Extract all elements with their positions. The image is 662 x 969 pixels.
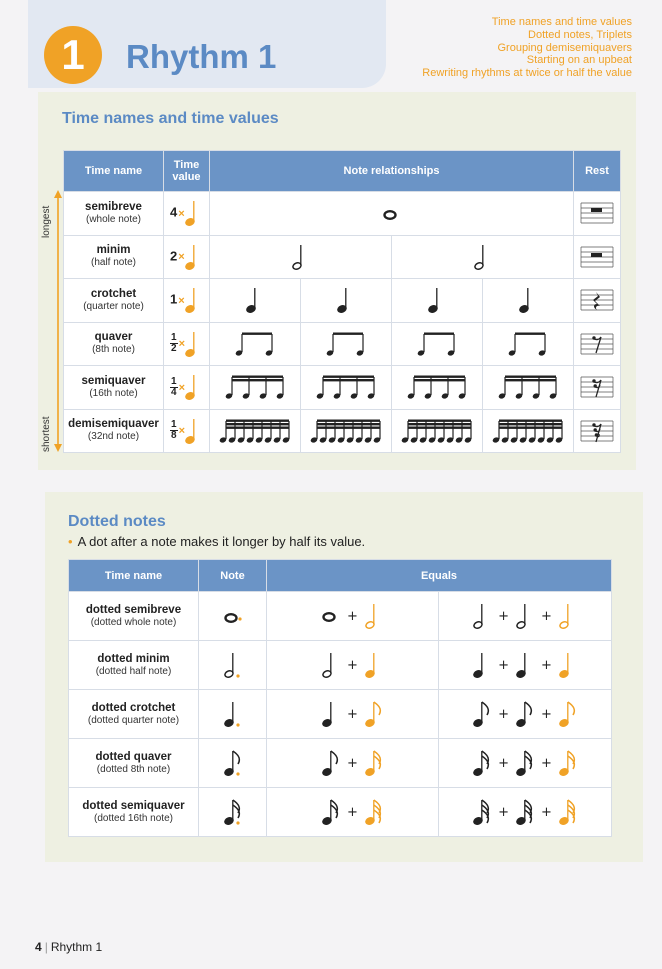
- times-symbol: ×: [178, 381, 185, 394]
- equals-cell: [439, 788, 612, 837]
- beamed-notes-icon: [496, 372, 561, 402]
- time-name-alt: (quarter note): [83, 300, 144, 312]
- table-row: [69, 641, 612, 690]
- plus-sign: +: [541, 706, 552, 722]
- plus-sign: +: [541, 608, 552, 624]
- rest-icon: [579, 415, 615, 447]
- col-header: Note: [199, 560, 267, 592]
- half-note-icon: [472, 242, 494, 272]
- quarter-note-icon: [183, 372, 205, 402]
- quarter-note-icon: [517, 285, 539, 315]
- time-name-alt: (half note): [90, 257, 137, 269]
- dotted-notes-table: [68, 559, 612, 837]
- time-name: dotted semibreve: [85, 603, 182, 616]
- half-note-icon: [471, 601, 493, 631]
- time-name-cell: [69, 641, 199, 690]
- note-relationship-cell: [392, 322, 483, 366]
- whole-note-icon: [320, 608, 342, 624]
- note-relationship-cell: [483, 409, 574, 453]
- time-name-cell: [64, 322, 164, 366]
- plus-sign: +: [498, 804, 509, 820]
- dotted-whole-note-icon: [222, 609, 244, 625]
- note-relationship-cell: [301, 279, 392, 323]
- time-name-cell: [69, 592, 199, 641]
- plus-sign: +: [541, 804, 552, 820]
- eighth-note-icon: [514, 699, 536, 729]
- quarter-note-icon: [183, 242, 205, 272]
- dotted-quarter-note-icon: [222, 699, 244, 729]
- time-name-cell: [69, 690, 199, 739]
- plus-sign: +: [498, 608, 509, 624]
- time-name-cell: [64, 366, 164, 410]
- rest-cell: [574, 322, 621, 366]
- eighth-note-icon: [363, 699, 385, 729]
- time-value-cell: [164, 322, 210, 366]
- time-name: quaver: [94, 331, 133, 344]
- table-row: [64, 322, 621, 366]
- table-row: [64, 279, 621, 323]
- table-header-row: [69, 560, 612, 592]
- beamed-notes-icon: [324, 329, 368, 359]
- time-value-fraction: $\frac{1}{4}$: [171, 375, 177, 398]
- times-symbol: ×: [178, 425, 185, 438]
- times-symbol: ×: [178, 207, 185, 220]
- rest-cell: [574, 366, 621, 410]
- note-relationship-cell: [301, 409, 392, 453]
- thirtysecond-note-icon: [471, 797, 493, 827]
- time-name-alt: (dotted half note): [95, 665, 172, 677]
- rest-icon: [579, 328, 615, 360]
- quarter-note-icon: [183, 198, 205, 228]
- note-relationship-cell: [301, 322, 392, 366]
- rest-cell: [574, 192, 621, 236]
- topic-item: Grouping demisemiquavers: [497, 41, 632, 54]
- time-value-fraction: $\frac{1}{2}$: [171, 332, 177, 355]
- plus-sign: +: [347, 608, 358, 624]
- sixteenth-note-icon: [320, 797, 342, 827]
- eighth-note-icon: [320, 748, 342, 778]
- note-cell: [199, 641, 267, 690]
- beamed-notes-icon: [308, 416, 385, 446]
- time-name-cell: [64, 279, 164, 323]
- equals-cell: [439, 690, 612, 739]
- duration-arrow: [38, 190, 62, 452]
- half-note-icon: [320, 650, 342, 680]
- bullet-text: • A dot after a note makes it longer by half its value.: [68, 534, 366, 549]
- time-name-cell: [69, 739, 199, 788]
- table-row: [64, 366, 621, 410]
- time-name: demisemiquaver: [68, 418, 159, 431]
- note-cell: [199, 592, 267, 641]
- quarter-note-icon: [471, 650, 493, 680]
- quarter-note-icon: [183, 329, 205, 359]
- table-row: [64, 409, 621, 453]
- topic-item: Time names and time values: [491, 16, 632, 28]
- time-name: dotted crotchet: [91, 701, 176, 714]
- col-header: Time name: [64, 151, 164, 192]
- time-name: dotted semiquaver: [82, 799, 185, 812]
- footer-label: Rhythm 1: [50, 940, 103, 954]
- times-symbol: ×: [178, 294, 185, 307]
- equals-cell: [267, 739, 439, 788]
- chapter-title: Rhythm 1: [126, 38, 277, 75]
- equals-cell: [267, 690, 439, 739]
- thirtysecond-note-icon: [557, 797, 579, 827]
- sixteenth-note-icon: [557, 748, 579, 778]
- note-relationship-cell: [483, 279, 574, 323]
- time-name-cell: [64, 235, 164, 279]
- note-relationship-cell: [392, 409, 483, 453]
- quarter-note-icon: [426, 285, 448, 315]
- table-row: [69, 690, 612, 739]
- rest-icon: [579, 197, 615, 229]
- quarter-note-icon: [244, 285, 266, 315]
- half-note-icon: [363, 601, 385, 631]
- beamed-notes-icon: [506, 329, 550, 359]
- dotted-half-note-icon: [222, 650, 244, 680]
- equals-cell: [439, 641, 612, 690]
- time-name: minim: [96, 244, 131, 257]
- note-relationship-cell: [210, 409, 301, 453]
- beamed-notes-icon: [233, 329, 277, 359]
- time-name-cell: [64, 409, 164, 453]
- arrow-label-longest: longest: [41, 205, 52, 238]
- plus-sign: +: [498, 755, 509, 771]
- col-header: Time name: [69, 560, 199, 592]
- plus-sign: +: [541, 755, 552, 771]
- quarter-note-icon: [514, 650, 536, 680]
- time-value-cell: [164, 192, 210, 236]
- page-number: 4: [35, 940, 42, 954]
- note-relationship-cell: [210, 192, 574, 236]
- note-cell: [199, 788, 267, 837]
- col-header: Rest: [574, 151, 621, 192]
- note-relationship-cell: [483, 322, 574, 366]
- dotted-eighth-note-icon: [222, 748, 244, 778]
- beamed-notes-icon: [223, 372, 288, 402]
- topic-item: Starting on an upbeat: [526, 54, 632, 67]
- table-row: [69, 788, 612, 837]
- time-name-alt: (whole note): [85, 213, 142, 225]
- plus-sign: +: [347, 755, 358, 771]
- note-relationship-cell: [210, 366, 301, 410]
- equals-cell: [439, 592, 612, 641]
- section-title: Dotted notes: [68, 513, 166, 530]
- col-header: Time value: [164, 151, 210, 192]
- plus-sign: +: [498, 657, 509, 673]
- quarter-note-icon: [557, 650, 579, 680]
- section-title: Time names and time values: [62, 110, 279, 127]
- beamed-notes-icon: [490, 416, 567, 446]
- note-relationship-cell: [392, 235, 574, 279]
- time-value-number: 4: [170, 204, 178, 220]
- quarter-note-icon: [335, 285, 357, 315]
- table-row: [69, 592, 612, 641]
- equals-cell: [267, 641, 439, 690]
- time-value-fraction: $\frac{1}{8}$: [171, 419, 177, 442]
- half-note-icon: [290, 242, 312, 272]
- time-values-table: [63, 150, 621, 453]
- quarter-note-icon: [183, 285, 205, 315]
- half-note-icon: [514, 601, 536, 631]
- time-value-number: 2: [170, 248, 178, 264]
- arrow-label-shortest: shortest: [41, 416, 52, 452]
- time-value-cell: [164, 279, 210, 323]
- time-name-alt: (dotted whole note): [90, 616, 177, 628]
- thirtysecond-note-icon: [363, 797, 385, 827]
- table-row: [69, 739, 612, 788]
- note-cell: [199, 690, 267, 739]
- note-relationship-cell: [392, 279, 483, 323]
- equals-cell: [267, 788, 439, 837]
- time-name-alt: (dotted 8th note): [96, 763, 171, 775]
- quarter-note-icon: [183, 416, 205, 446]
- time-name-alt: (dotted quarter note): [87, 714, 180, 726]
- plus-sign: +: [541, 657, 552, 673]
- note-relationship-cell: [392, 366, 483, 410]
- beamed-notes-icon: [217, 416, 294, 446]
- table-row: [64, 235, 621, 279]
- topic-item: Dotted notes, Triplets: [528, 28, 632, 41]
- col-header: Note relationships: [210, 151, 574, 192]
- quarter-note-icon: [320, 699, 342, 729]
- note-cell: [199, 739, 267, 788]
- time-name-alt: (8th note): [92, 344, 135, 356]
- sixteenth-note-icon: [363, 748, 385, 778]
- rest-cell: [574, 279, 621, 323]
- time-name-cell: [64, 192, 164, 236]
- rest-icon: [579, 371, 615, 403]
- note-relationship-cell: [210, 235, 392, 279]
- note-relationship-cell: [210, 322, 301, 366]
- rest-icon: [579, 284, 615, 316]
- note-relationship-cell: [210, 279, 301, 323]
- table-row: [64, 192, 621, 236]
- half-note-icon: [557, 601, 579, 631]
- col-header: Equals: [267, 560, 612, 592]
- dotted-sixteenth-note-icon: [222, 797, 244, 827]
- equals-cell: [267, 592, 439, 641]
- plus-sign: +: [347, 804, 358, 820]
- table-header-row: [64, 151, 621, 192]
- rest-icon: [579, 241, 615, 273]
- beamed-notes-icon: [399, 416, 476, 446]
- time-name-alt: (dotted 16th note): [94, 812, 173, 824]
- beamed-notes-icon: [415, 329, 459, 359]
- times-symbol: ×: [178, 338, 185, 351]
- topic-item: Rewriting rhythms at twice or half the value: [422, 67, 632, 80]
- plus-sign: +: [347, 706, 358, 722]
- beamed-notes-icon: [314, 372, 379, 402]
- sixteenth-note-icon: [514, 748, 536, 778]
- time-name-alt: (32nd note): [87, 431, 140, 443]
- rest-cell: [574, 409, 621, 453]
- time-value-cell: [164, 366, 210, 410]
- plus-sign: +: [347, 657, 358, 673]
- equals-cell: [439, 739, 612, 788]
- time-value-number: 1: [170, 291, 178, 307]
- time-name: crotchet: [90, 287, 137, 300]
- time-name-cell: [69, 788, 199, 837]
- thirtysecond-note-icon: [514, 797, 536, 827]
- time-value-cell: [164, 409, 210, 453]
- chapter-number: 1: [44, 26, 102, 84]
- topic-list: [422, 16, 632, 80]
- note-relationship-cell: [301, 366, 392, 410]
- sixteenth-note-icon: [471, 748, 493, 778]
- eighth-note-icon: [471, 699, 493, 729]
- note-relationship-cell: [483, 366, 574, 410]
- whole-note-icon: [381, 206, 403, 222]
- rest-cell: [574, 235, 621, 279]
- time-name: dotted minim: [97, 652, 170, 665]
- eighth-note-icon: [557, 699, 579, 729]
- time-value-cell: [164, 235, 210, 279]
- page-footer: 4 | Rhythm 1: [35, 940, 103, 954]
- time-name-alt: (16th note): [89, 387, 138, 399]
- quarter-note-icon: [363, 650, 385, 680]
- time-name: semibreve: [85, 200, 142, 213]
- beamed-notes-icon: [405, 372, 470, 402]
- time-name: semiquaver: [81, 374, 146, 387]
- times-symbol: ×: [178, 251, 185, 264]
- time-name: dotted quaver: [95, 750, 172, 763]
- plus-sign: +: [498, 706, 509, 722]
